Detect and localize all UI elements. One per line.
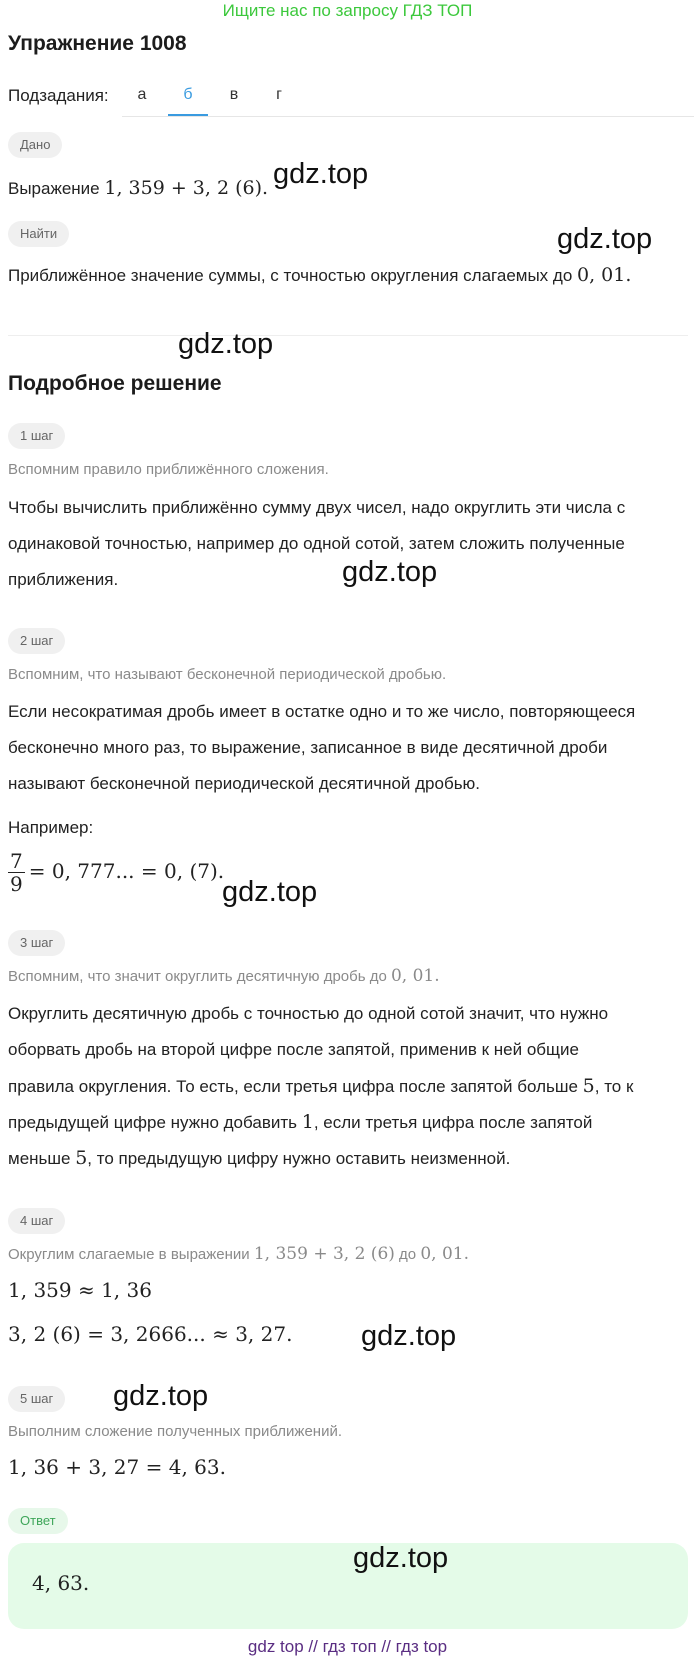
- step1-line3: приближения.: [8, 570, 119, 589]
- answer-value: 4, 63.: [32, 1571, 90, 1595]
- tab-a[interactable]: а: [137, 86, 147, 103]
- top-banner: Ищите нас по запросу ГДЗ ТОП: [222, 1, 473, 20]
- step3-line4-c: , если третья цифра после запятой: [313, 1113, 593, 1132]
- watermark: gdz.top: [342, 556, 438, 588]
- watermark: gdz.top: [222, 876, 318, 908]
- watermark: gdz.top: [273, 158, 369, 190]
- step3-line4: [8, 1104, 688, 1141]
- footer-links[interactable]: gdz top // гдз топ // гдз top: [247, 1637, 448, 1656]
- step5-hint: Выполним сложение полученных приближений.: [8, 1423, 342, 1440]
- step2-chip: 2 шаг: [8, 628, 65, 654]
- given-chip: Дано: [8, 132, 62, 158]
- step3-chip: 3 шаг: [8, 930, 65, 956]
- find-label: Приближённое значение суммы, с точностью округления слагаемых до: [8, 266, 578, 285]
- step5-math: 1, 36 + 3, 27 = 4, 63.: [8, 1455, 226, 1479]
- step4-hint: [8, 1244, 688, 1264]
- subtasks-label: Подзадания:: [8, 86, 109, 105]
- find-text: [8, 262, 688, 289]
- step3-line3-c: , то к: [594, 1077, 634, 1096]
- watermark: gdz.top: [353, 1542, 449, 1574]
- fraction-denominator: 9: [10, 872, 23, 896]
- step3-line5-c: , то предыдущую цифру нужно оставить неизменной.: [87, 1149, 511, 1168]
- step2-line1: Если несократимая дробь имеет в остатке одно и то же число, повторяющееся: [8, 702, 636, 721]
- step3-line5-num: 5: [75, 1147, 88, 1169]
- step1-line2: одинаковой точностью, например до одной сотой, затем сложить полученные: [8, 534, 625, 553]
- watermark: gdz.top: [361, 1320, 457, 1352]
- solution-title: Подробное решение: [8, 372, 222, 395]
- step4-hint-value: 0, 01.: [420, 1244, 469, 1264]
- step4-hint-text: Округлим слагаемые в выражении: [8, 1246, 254, 1263]
- step3-line3-a: правила округления. То есть, если третья цифра после запятой больше: [8, 1077, 583, 1096]
- step1-line1: Чтобы вычислить приближённо сумму двух чисел, надо округлить эти числа с: [8, 498, 626, 517]
- step3-hint-text: Вспомним, что значит округлить десятичную дробь до: [8, 968, 391, 985]
- step3-line2: оборвать дробь на второй цифре после запятой, применив к ней общие: [8, 1040, 579, 1059]
- watermark: gdz.top: [557, 223, 653, 255]
- tab-g[interactable]: г: [276, 86, 282, 103]
- step4-math1: 1, 359 ≈ 1, 36: [8, 1278, 152, 1302]
- tab-v[interactable]: в: [229, 86, 239, 103]
- watermark: gdz.top: [113, 1380, 209, 1412]
- step4-chip: 4 шаг: [8, 1208, 65, 1234]
- watermark: gdz.top: [178, 328, 274, 360]
- fraction: [8, 850, 25, 895]
- page-title: Упражнение 1008: [8, 32, 187, 55]
- answer-box: [8, 1543, 688, 1629]
- divider: [8, 335, 688, 336]
- subtask-tabs: [122, 78, 694, 117]
- example-formula: [8, 850, 224, 895]
- given-label: Выражение: [8, 179, 105, 198]
- find-value: 0, 01.: [577, 264, 632, 286]
- answer-chip: Ответ: [8, 1508, 68, 1534]
- step3-line1: Округлить десятичную дробь с точностью до одной сотой значит, что нужно: [8, 1004, 609, 1023]
- step3-line4-num: 1: [301, 1111, 314, 1133]
- fraction-numerator: 7: [10, 849, 23, 873]
- find-chip: Найти: [8, 221, 69, 247]
- example-label: Например:: [8, 818, 94, 837]
- step1-hint: Вспомним правило приближённого сложения.: [8, 461, 329, 478]
- step3-line4-a: предыдущей цифре нужно добавить: [8, 1113, 302, 1132]
- step3-line3-num: 5: [582, 1075, 595, 1097]
- step5-chip: 5 шаг: [8, 1386, 65, 1412]
- tab-b[interactable]: б: [168, 78, 208, 116]
- given-expr: 1, 359 + 3, 2 (6).: [104, 177, 269, 199]
- step2-line3: называют бесконечной периодической десятичной дробью.: [8, 774, 481, 793]
- step3-hint: [8, 966, 688, 986]
- step2-line2: бесконечно много раз, то выражение, записанное в виде десятичной дроби: [8, 738, 608, 757]
- step3-line3: [8, 1068, 688, 1105]
- step3-hint-value: 0, 01.: [390, 966, 440, 986]
- step4-hint-expr: 1, 359 + 3, 2 (6): [253, 1244, 395, 1264]
- step3-line5-a: меньше: [8, 1149, 76, 1168]
- step3-line5: [8, 1140, 688, 1177]
- step4-hint-mid: до: [394, 1246, 421, 1263]
- example-rest: = 0, 777... = 0, (7).: [28, 859, 225, 883]
- step4-math2: 3, 2 (6) = 3, 2666... ≈ 3, 27.: [8, 1322, 293, 1346]
- step1-chip: 1 шаг: [8, 423, 65, 449]
- step2-hint: Вспомним, что называют бесконечной периодической дробью.: [8, 666, 447, 683]
